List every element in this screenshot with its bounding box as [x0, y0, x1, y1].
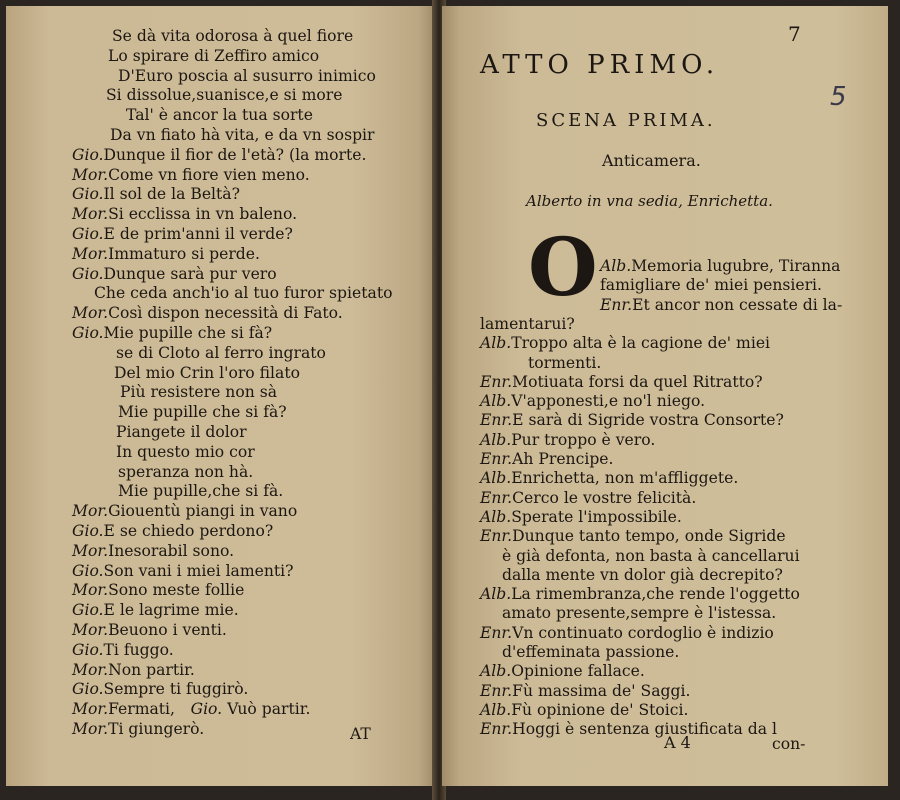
speaker-label: Mor.: [72, 660, 109, 679]
line-text: Enrichetta, non m'affliggete.: [511, 469, 739, 488]
left-text-line: [118, 402, 287, 422]
line-text: Del mio Crin l'oro filato: [114, 363, 300, 382]
right-text-line: [480, 372, 763, 392]
line-text: Tal' è ancor la tua sorte: [126, 106, 313, 125]
line-text: Vn continuato cordoglio è indizio: [512, 623, 774, 642]
left-text-line: [72, 521, 273, 541]
catchword-right: con-: [772, 735, 806, 753]
right-text-line: [480, 391, 705, 411]
speaker-label: Gio.: [72, 185, 104, 204]
line-text: Fù massima de' Saggi.: [512, 681, 691, 700]
line-text: se di Cloto al ferro ingrato: [116, 343, 326, 362]
line-text: d'effeminata passione.: [502, 643, 680, 661]
right-text-line: [480, 333, 770, 353]
right-text-line: [480, 681, 690, 701]
line-text: Piangete il dolor: [116, 423, 247, 441]
speaker-label: Enr.: [480, 681, 513, 700]
line-text: E sarà di Sigride vostra Consorte?: [512, 411, 784, 430]
line-text: Ah Prencipe.: [512, 450, 614, 468]
right-text-line: [502, 565, 783, 585]
line-text: dalla mente vn dolor già decrepito?: [502, 565, 783, 584]
speaker-label: Alb.: [480, 392, 512, 411]
line-text: Inesorabil sono.: [108, 541, 235, 560]
left-text-line: [110, 125, 375, 145]
speaker-label: Gio.: [72, 601, 104, 620]
line-text: Son vani i miei lamenti?: [103, 561, 294, 580]
left-text-line: [72, 145, 366, 165]
right-text-line: [480, 488, 696, 508]
line-text: V'apponesti,e no'l niego.: [511, 392, 706, 411]
left-text-line: [72, 620, 227, 640]
right-text-line: [480, 507, 682, 527]
speaker-label: Alb.: [480, 469, 512, 488]
left-text-line: [72, 679, 248, 699]
speaker-label: Gio.: [72, 324, 104, 342]
left-text-line: [72, 204, 297, 224]
left-text-line: [126, 105, 313, 125]
right-text-line: [480, 700, 688, 720]
page-number: 7: [788, 22, 801, 46]
left-text-line: [116, 422, 247, 442]
line-text: Dunque sarà pur vero: [103, 264, 277, 283]
speaker-label: Mor.: [72, 165, 109, 184]
left-text-line: [72, 224, 293, 244]
left-text-line: [118, 66, 376, 86]
line-text: E le lagrime mie.: [103, 601, 239, 620]
line-text: Come vn fiore vien meno.: [108, 165, 310, 184]
left-text-line: [72, 600, 239, 620]
scene-setting: Anticamera.: [602, 151, 701, 170]
line-text: Che ceda anch'io al tuo furor spietato: [94, 284, 393, 303]
speaker-label: Gio.: [72, 680, 104, 699]
line-text: Troppo alta è la cagione de' miei: [511, 334, 771, 353]
line-text: Motiuata forsi da quel Ritratto?: [512, 372, 763, 391]
speaker-label: Alb.: [480, 700, 512, 719]
speaker-label: Mor.: [72, 502, 109, 521]
left-text-line: [72, 165, 310, 185]
line-text: Il sol de la Beltà?: [103, 185, 240, 204]
left-text-line: [116, 442, 255, 462]
speaker-label: Alb.: [480, 334, 512, 353]
line-text: Si dissolue,suanisce,e si more: [106, 86, 343, 105]
line-text: Non partir.: [108, 660, 195, 679]
line-text: lamentarui?: [480, 314, 575, 333]
left-text-line: [72, 561, 294, 581]
speaker-label: Mor.: [72, 720, 109, 738]
left-page: [6, 6, 436, 786]
left-text-line: [72, 580, 244, 600]
line-text: Se dà vita odorosa à quel fiore: [112, 27, 354, 45]
left-text-line: [106, 85, 343, 105]
line-text: In questo mio cor: [116, 442, 255, 461]
line-text: Lo spirare di Zeffiro amico: [108, 46, 320, 65]
speaker-label: Mor.: [72, 541, 109, 560]
speaker-label: Mor.: [72, 700, 109, 719]
left-text-line: [72, 264, 277, 284]
handwritten-note: 5: [830, 82, 847, 112]
speaker-label: Gio.: [72, 522, 104, 540]
line-text: tormenti.: [528, 353, 602, 372]
speaker-label: Alb.: [480, 585, 512, 604]
line-text: Così dispon necessità di Fato.: [108, 304, 343, 323]
right-page: [442, 6, 888, 786]
signature-mark: A 4: [664, 733, 691, 752]
speaker-label: Gio.: [72, 640, 104, 659]
line-text: Più resistere non sà: [120, 383, 278, 402]
speaker-label: Enr.: [600, 295, 633, 314]
line-text: La rimembranza,che rende l'oggetto: [511, 585, 800, 604]
line-text: speranza non hà.: [118, 462, 254, 481]
speaker-label: Enr.: [480, 720, 513, 739]
speaker-label: Gio.: [72, 264, 104, 283]
speaker-label: Mor.: [72, 581, 109, 600]
left-text-line: [72, 303, 343, 323]
right-text-line: [502, 603, 776, 623]
left-text-line: [72, 660, 195, 680]
line-text: Pur troppo è vero.: [511, 430, 656, 449]
speaker-label: Gio.: [190, 700, 223, 719]
line-text: Si ecclissa in vn baleno.: [108, 205, 298, 224]
left-text-line: [72, 640, 174, 660]
line-text: Dunque tanto tempo, onde Sigride: [512, 527, 786, 546]
line-text: Vuò partir.: [222, 700, 311, 719]
left-text-line: [112, 26, 353, 46]
line-text: Sperate l'impossibile.: [511, 507, 682, 526]
line-text: Ti giungerò.: [108, 720, 205, 738]
line-text: è già defonta, non basta à cancellarui: [502, 546, 800, 565]
right-text-line: [480, 468, 738, 488]
speaker-label: Gio.: [72, 561, 104, 580]
right-text-line: [480, 623, 774, 643]
right-text-line: [480, 430, 655, 450]
left-text-line: [72, 501, 297, 521]
drop-cap: O: [528, 220, 598, 314]
line-text: Fù opinione de' Stoici.: [511, 700, 689, 719]
left-text-line: [72, 184, 240, 204]
left-text-line: [72, 323, 272, 343]
line-text: Hoggi è sentenza giustificata da l: [512, 720, 777, 739]
line-text: Ti fuggo.: [103, 640, 174, 659]
speaker-label: Alb.: [480, 662, 512, 681]
line-text: Sempre ti fuggirò.: [103, 680, 249, 699]
act-title: ATTO PRIMO.: [480, 50, 720, 80]
scene-characters: Alberto in vna sedia, Enrichetta.: [526, 192, 773, 210]
speaker-label: Mor.: [72, 244, 109, 263]
line-text: Mie pupille che si fà?: [118, 403, 287, 422]
line-text: Mie pupille che si fà?: [103, 324, 273, 342]
left-text-line: [118, 462, 253, 482]
right-text-line: [480, 449, 614, 469]
right-text-line: [480, 584, 800, 604]
speaker-label: Enr.: [480, 488, 513, 507]
right-text-line: [528, 353, 601, 373]
line-text: Sono meste follie: [108, 581, 245, 600]
speaker-label: Alb.: [480, 430, 512, 449]
line-text: E de prim'anni il verde?: [103, 225, 293, 243]
catchword-left: AT: [350, 725, 371, 743]
line-text: Mie pupille,che si fà.: [118, 482, 284, 501]
right-text-line: [480, 410, 784, 430]
speaker-label: Enr.: [480, 623, 513, 642]
line-text: Immaturo si perde.: [108, 244, 260, 263]
left-text-line: [72, 699, 310, 719]
line-text: amato presente,sempre è l'istessa.: [502, 604, 777, 623]
left-text-line: [94, 283, 392, 303]
right-text-line: [600, 275, 822, 295]
line-text: E se chiedo perdono?: [103, 522, 274, 540]
right-text-line: [480, 661, 645, 681]
speaker-label: Enr.: [480, 411, 513, 430]
speaker-label: Enr.: [480, 450, 513, 468]
right-text-line: [480, 526, 786, 546]
right-text-line: [600, 295, 842, 315]
speaker-label: Enr.: [480, 527, 513, 546]
right-text-line: [502, 546, 800, 566]
speaker-label: Alb.: [480, 507, 512, 526]
line-text: Beuono i venti.: [108, 621, 227, 639]
line-text: Opinione fallace.: [511, 662, 645, 681]
line-text: Dunque il fior de l'età? (la morte.: [103, 145, 367, 164]
line-text: Fermati,: [108, 700, 176, 719]
right-text-line: [502, 642, 679, 662]
speaker-label: Gio.: [72, 145, 104, 164]
left-text-line: [72, 244, 260, 264]
right-text-line: [480, 719, 777, 739]
left-text-line: [72, 541, 234, 561]
line-text: Cerco le vostre felicità.: [512, 488, 697, 507]
speaker-label: Gio.: [72, 225, 104, 243]
line-text: Da vn fiato hà vita, e da vn sospir: [110, 126, 375, 144]
left-text-line: [118, 481, 283, 501]
left-text-line: [108, 46, 319, 66]
line-text: Et ancor non cessate di la-: [632, 295, 843, 314]
line-text: famigliare de' miei pensieri.: [600, 276, 823, 295]
line-text: Giouentù piangi in vano: [108, 502, 298, 521]
speaker-label: Mor.: [72, 205, 109, 224]
right-text-line: [480, 314, 575, 334]
line-text: Memoria lugubre, Tiranna: [631, 257, 841, 275]
speaker-label: Enr.: [480, 372, 513, 391]
scene-title: SCENA PRIMA.: [536, 110, 716, 131]
left-text-line: [72, 719, 204, 739]
left-text-line: [120, 382, 277, 402]
line-text: D'Euro poscia al susurro inimico: [118, 66, 376, 85]
speaker-label: Mor.: [72, 304, 109, 323]
left-text-line: [114, 363, 300, 383]
right-text-line: [600, 256, 840, 276]
left-text-line: [116, 343, 326, 363]
speaker-label: Mor.: [72, 621, 109, 639]
speaker-label: Alb.: [600, 257, 632, 275]
